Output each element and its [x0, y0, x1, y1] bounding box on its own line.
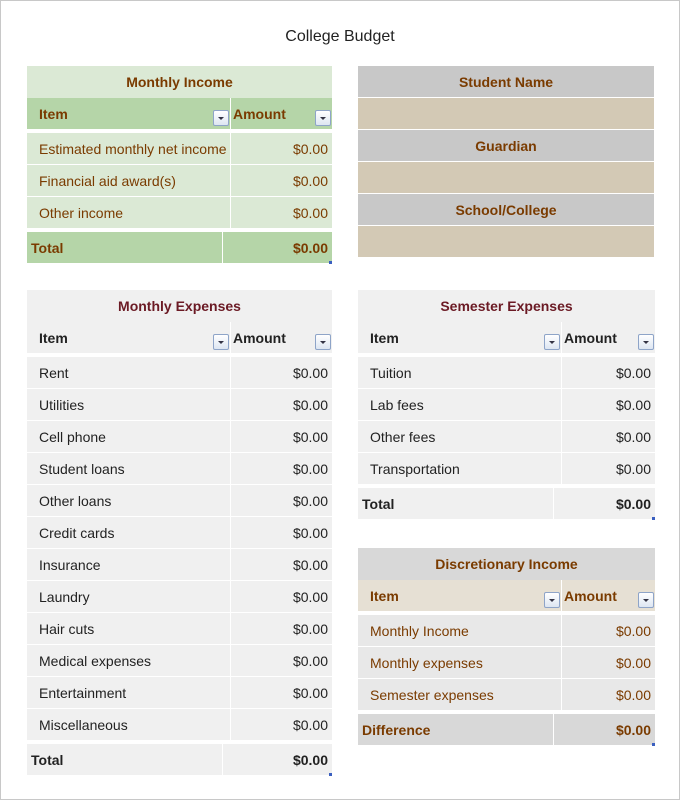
item-cell[interactable]: Medical expenses — [27, 645, 231, 676]
header-item — [358, 322, 562, 353]
total-row — [358, 488, 655, 520]
total-value[interactable]: $0.00 — [292, 239, 328, 256]
discretionary-income-table — [358, 548, 655, 746]
total-row — [27, 232, 332, 264]
header-amount — [231, 322, 332, 353]
header-row — [358, 322, 655, 354]
header-amount — [562, 580, 655, 611]
header-amount-label: Amount — [564, 588, 617, 604]
monthly-income-table — [27, 66, 332, 264]
item-cell[interactable]: Semester expenses — [358, 679, 562, 710]
filter-dropdown-icon[interactable] — [544, 334, 560, 350]
table-row — [27, 677, 332, 709]
monthly-income-title: Monthly Income — [27, 66, 332, 98]
amount-cell[interactable]: $0.00 — [615, 654, 651, 671]
header-row — [358, 580, 655, 612]
total-label: Difference — [358, 714, 554, 745]
table-row — [27, 485, 332, 517]
item-cell[interactable]: Other loans — [27, 485, 231, 516]
item-cell[interactable]: Student loans — [27, 453, 231, 484]
item-cell[interactable]: Rent — [27, 357, 231, 388]
table-row — [27, 421, 332, 453]
filter-dropdown-icon[interactable] — [213, 110, 229, 126]
item-cell[interactable]: Cell phone — [27, 421, 231, 452]
table-resize-handle[interactable] — [329, 261, 332, 264]
amount-cell[interactable]: $0.00 — [292, 716, 328, 733]
amount-cell[interactable]: $0.00 — [292, 364, 328, 381]
table-row — [358, 453, 655, 485]
amount-cell[interactable]: $0.00 — [615, 428, 651, 445]
item-cell[interactable]: Entertainment — [27, 677, 231, 708]
total-row — [27, 744, 332, 776]
table-row — [27, 613, 332, 645]
table-row — [27, 517, 332, 549]
guardian-field[interactable] — [358, 162, 654, 194]
header-item-label: Item — [39, 330, 68, 346]
table-row — [358, 357, 655, 389]
total-label: Total — [27, 744, 223, 775]
student-info-table — [358, 66, 654, 258]
amount-cell[interactable]: $0.00 — [292, 556, 328, 573]
table-row — [358, 615, 655, 647]
total-row — [358, 714, 655, 746]
total-value[interactable]: $0.00 — [615, 495, 651, 512]
header-amount-label: Amount — [233, 330, 286, 346]
header-amount — [231, 98, 332, 129]
table-row — [27, 645, 332, 677]
semester-expenses-title: Semester Expenses — [358, 290, 655, 322]
header-amount — [562, 322, 655, 353]
item-cell[interactable]: Hair cuts — [27, 613, 231, 644]
table-resize-handle[interactable] — [652, 517, 655, 520]
guardian-label: Guardian — [358, 130, 654, 162]
semester-expenses-table — [358, 290, 655, 520]
item-cell[interactable]: Laundry — [27, 581, 231, 612]
table-row — [27, 709, 332, 741]
item-cell[interactable]: Monthly Income — [358, 615, 562, 646]
header-row — [27, 322, 332, 354]
school-label: School/College — [358, 194, 654, 226]
item-cell[interactable]: Financial aid award(s) — [27, 165, 231, 196]
table-row — [358, 647, 655, 679]
total-label: Total — [27, 232, 223, 263]
item-cell[interactable]: Credit cards — [27, 517, 231, 548]
table-row — [358, 421, 655, 453]
amount-cell[interactable]: $0.00 — [292, 492, 328, 509]
header-amount-label: Amount — [233, 106, 286, 122]
filter-dropdown-icon[interactable] — [315, 110, 331, 126]
table-row — [27, 133, 332, 165]
amount-cell[interactable]: $0.00 — [292, 172, 328, 189]
table-resize-handle[interactable] — [329, 773, 332, 776]
amount-cell[interactable]: $0.00 — [292, 684, 328, 701]
amount-cell[interactable]: $0.00 — [615, 686, 651, 703]
table-row — [27, 389, 332, 421]
item-cell[interactable]: Estimated monthly net income — [27, 133, 231, 164]
amount-cell[interactable]: $0.00 — [292, 428, 328, 445]
filter-dropdown-icon[interactable] — [213, 334, 229, 350]
table-row — [27, 549, 332, 581]
amount-cell[interactable]: $0.00 — [615, 396, 651, 413]
filter-dropdown-icon[interactable] — [638, 334, 654, 350]
item-cell[interactable]: Other income — [27, 197, 231, 228]
amount-cell[interactable]: $0.00 — [292, 396, 328, 413]
item-cell[interactable]: Other fees — [358, 421, 562, 452]
table-row — [27, 581, 332, 613]
student-name-label: Student Name — [358, 66, 654, 98]
filter-dropdown-icon[interactable] — [315, 334, 331, 350]
table-row — [358, 679, 655, 711]
item-cell[interactable]: Transportation — [358, 453, 562, 484]
amount-cell[interactable]: $0.00 — [292, 460, 328, 477]
page-title: College Budget — [285, 28, 395, 45]
item-cell[interactable]: Utilities — [27, 389, 231, 420]
header-item-label: Item — [39, 106, 68, 122]
table-row — [27, 453, 332, 485]
monthly-expenses-title: Monthly Expenses — [27, 290, 332, 322]
header-item-label: Item — [370, 588, 399, 604]
item-cell[interactable]: Miscellaneous — [27, 709, 231, 740]
amount-cell[interactable]: $0.00 — [292, 652, 328, 669]
item-cell[interactable]: Monthly expenses — [358, 647, 562, 678]
header-item-label: Item — [370, 330, 399, 346]
discretionary-income-title: Discretionary Income — [358, 548, 655, 580]
total-value[interactable]: $0.00 — [615, 721, 651, 738]
header-amount-label: Amount — [564, 330, 617, 346]
amount-cell[interactable]: $0.00 — [615, 364, 651, 381]
amount-cell[interactable]: $0.00 — [615, 622, 651, 639]
amount-cell[interactable]: $0.00 — [615, 460, 651, 477]
table-resize-handle[interactable] — [652, 743, 655, 746]
monthly-expenses-table — [27, 290, 332, 776]
header-item — [27, 98, 231, 129]
total-value[interactable]: $0.00 — [292, 751, 328, 768]
amount-cell[interactable]: $0.00 — [292, 620, 328, 637]
amount-cell[interactable]: $0.00 — [292, 524, 328, 541]
filter-dropdown-icon[interactable] — [638, 592, 654, 608]
school-field[interactable] — [358, 226, 654, 258]
table-row — [27, 197, 332, 229]
table-row — [27, 165, 332, 197]
header-item — [358, 580, 562, 611]
item-cell[interactable]: Lab fees — [358, 389, 562, 420]
header-row — [27, 98, 332, 130]
amount-cell[interactable]: $0.00 — [292, 204, 328, 221]
total-label: Total — [358, 488, 554, 519]
filter-dropdown-icon[interactable] — [544, 592, 560, 608]
item-cell[interactable]: Insurance — [27, 549, 231, 580]
table-row — [27, 357, 332, 389]
table-row — [358, 389, 655, 421]
amount-cell[interactable]: $0.00 — [292, 588, 328, 605]
header-item — [27, 322, 231, 353]
amount-cell[interactable]: $0.00 — [292, 140, 328, 157]
student-name-field[interactable] — [358, 98, 654, 130]
item-cell[interactable]: Tuition — [358, 357, 562, 388]
